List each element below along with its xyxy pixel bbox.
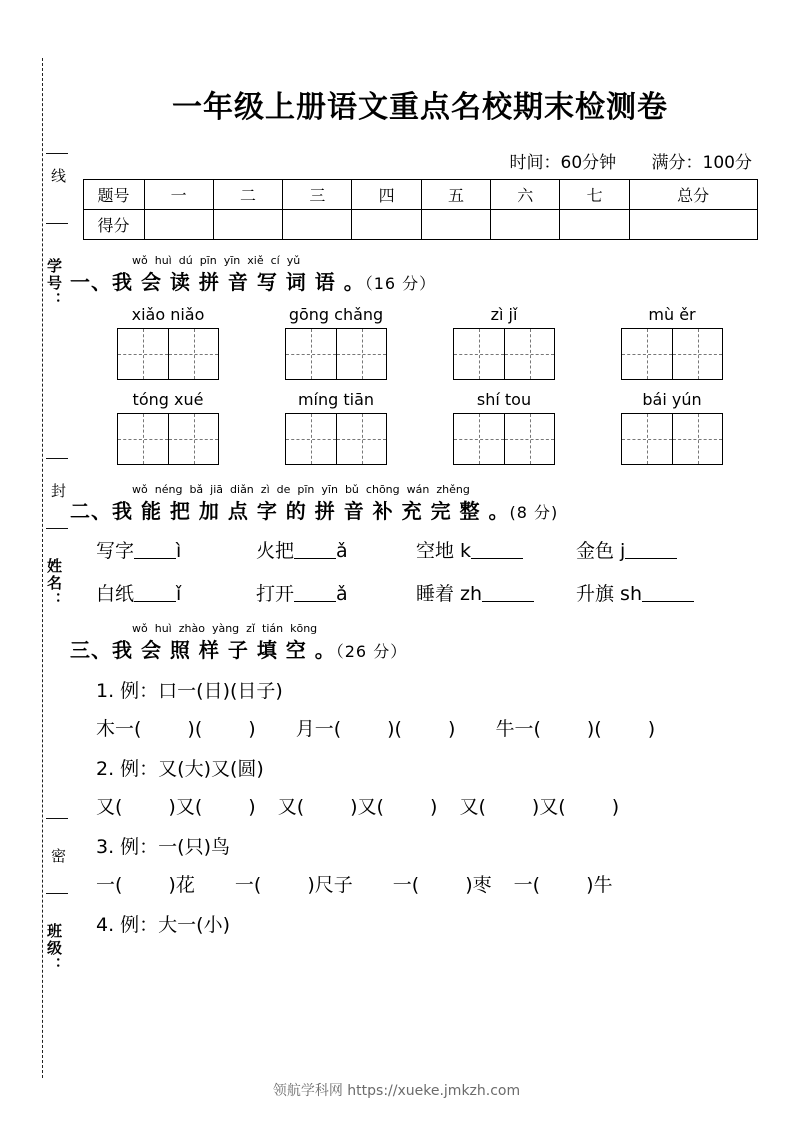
pinyin-syllable: pīn — [297, 483, 315, 496]
fill-item[interactable] — [416, 579, 576, 606]
exercise-item[interactable] — [514, 874, 613, 896]
side-divider — [46, 818, 68, 819]
item-lead: 牛一( — [495, 718, 541, 740]
fill-item[interactable] — [256, 536, 416, 563]
pinyin-syllable: kōng — [290, 622, 318, 635]
answer-blank[interactable] — [625, 541, 677, 559]
pinyin-syllable: cí — [270, 254, 280, 267]
side-divider — [46, 458, 68, 459]
exercise-item[interactable] — [296, 718, 456, 740]
item-lead: 一( — [392, 874, 420, 896]
fill-in-rows — [70, 536, 770, 606]
section-three-points: （26 分） — [335, 642, 408, 661]
word-item — [117, 305, 219, 380]
pinyin-syllable: dú — [178, 254, 193, 267]
word-pinyin: shí tou — [476, 390, 532, 409]
item-lead: 又( — [277, 796, 305, 818]
pinyin-syllable: pīn — [199, 254, 217, 267]
score-cell[interactable] — [491, 210, 560, 240]
exercise-items — [96, 792, 770, 819]
item-lead: 一( — [96, 874, 123, 896]
score-cell[interactable] — [352, 210, 421, 240]
score-cell[interactable] — [283, 210, 352, 240]
pinyin-syllable: wán — [406, 483, 430, 496]
footer-watermark: 领航学科网 https://xueke.jmkzh.com — [272, 1083, 521, 1099]
score-cell[interactable] — [421, 210, 490, 240]
side-label-name: 姓名： — [45, 558, 63, 609]
item-lead: 又( — [459, 796, 486, 818]
pinyin-syllable: huì — [154, 622, 172, 635]
score-table-col: 一 — [144, 180, 213, 210]
pinyin-syllable: chōng — [365, 483, 400, 496]
word-item — [621, 390, 723, 465]
section-one-points: （16 分） — [364, 274, 437, 293]
tianzige[interactable] — [285, 328, 387, 380]
score-table — [83, 179, 758, 240]
side-divider — [46, 153, 68, 154]
fill-suffix: ǎ — [336, 540, 348, 562]
score-cell[interactable] — [560, 210, 629, 240]
item-lead: 一( — [234, 874, 262, 896]
pinyin-syllable: diǎn — [230, 483, 254, 496]
exercise-item[interactable] — [495, 718, 655, 740]
fill-row — [96, 579, 770, 606]
word-grid-row-2 — [70, 390, 770, 465]
pinyin-syllable: bǔ — [344, 483, 359, 496]
score-table-col: 二 — [213, 180, 282, 210]
exercise-items — [96, 714, 770, 741]
section-one — [70, 254, 770, 465]
fill-prefix: 打开 — [256, 583, 295, 605]
score-table-col: 总分 — [629, 180, 757, 210]
fill-prefix: 金色 j — [576, 540, 626, 562]
section-three-title — [70, 634, 770, 663]
fill-prefix: 睡着 zh — [416, 583, 483, 605]
side-label-seal: 封 — [49, 483, 67, 498]
item-lead: 又( — [96, 796, 123, 818]
tianzige[interactable] — [621, 413, 723, 465]
fill-prefix: 火把 — [256, 540, 295, 562]
word-pinyin: tóng xué — [132, 390, 204, 409]
example-line: 4. 例：大一(小) — [96, 914, 230, 936]
fill-item[interactable] — [416, 536, 576, 563]
word-pinyin: zì jǐ — [490, 305, 518, 324]
exam-time: 时间：60分钟 — [509, 153, 617, 173]
pinyin-syllable: tián — [262, 622, 284, 635]
word-item — [285, 390, 387, 465]
tianzige[interactable] — [117, 328, 219, 380]
fill-prefix: 写字 — [96, 540, 135, 562]
fill-item[interactable] — [96, 579, 256, 606]
score-cell[interactable] — [144, 210, 213, 240]
section-one-text: 一、我 会 读 拼 音 写 词 语 。 — [70, 270, 365, 294]
word-item — [285, 305, 387, 380]
side-divider — [46, 893, 68, 894]
pinyin-syllable: néng — [154, 483, 183, 496]
exercise-items — [96, 870, 770, 897]
sidebar-labels — [20, 58, 67, 1078]
pinyin-syllable: jiā — [210, 483, 224, 496]
word-pinyin: gōng chǎng — [288, 305, 384, 324]
section-three — [70, 622, 770, 937]
item-end: ) — [611, 796, 620, 818]
exercise-item[interactable] — [96, 874, 195, 896]
pinyin-syllable: zì — [260, 483, 270, 496]
page-title: 一年级上册语文重点名校期末检测卷 — [172, 90, 668, 125]
pinyin-syllable: yàng — [211, 622, 240, 635]
answer-blank[interactable] — [134, 541, 176, 559]
exam-total: 满分：100分 — [651, 153, 752, 173]
example-line: 1. 例：口一(日)(日子) — [96, 680, 283, 702]
fill-suffix: ǎ — [336, 583, 348, 605]
pinyin-syllable: bǎ — [189, 483, 204, 496]
item-mid: )( — [586, 718, 602, 740]
exercise-item[interactable] — [96, 796, 256, 818]
item-lead: 月一( — [295, 718, 342, 740]
fill-prefix: 升旗 sh — [576, 583, 642, 605]
item-mid: )( — [387, 718, 402, 740]
word-item — [117, 390, 219, 465]
side-divider — [46, 528, 68, 529]
example-line: 2. 例：又(大)又(圆) — [96, 758, 264, 780]
word-item — [621, 305, 723, 380]
word-pinyin: mù ěr — [648, 305, 696, 324]
pinyin-syllable: zhào — [178, 622, 205, 635]
item-mid: )花 — [168, 874, 195, 896]
pinyin-syllable: wǒ — [132, 254, 148, 267]
answer-blank[interactable] — [294, 541, 336, 559]
pinyin-syllable: huì — [154, 254, 172, 267]
item-mid: )( — [187, 718, 203, 740]
pinyin-syllable: wǒ — [132, 483, 148, 496]
tianzige[interactable] — [117, 413, 219, 465]
side-label-line: 线 — [49, 168, 67, 183]
fill-item[interactable] — [256, 579, 416, 606]
item-end: ) — [647, 718, 656, 740]
answer-blank[interactable] — [134, 584, 176, 602]
section-two-text: 二、我 能 把 加 点 字 的 拼 音 补 充 完 整 。 — [70, 499, 510, 523]
side-divider — [46, 223, 68, 224]
table-row — [83, 180, 757, 210]
item-end: ) — [447, 718, 456, 740]
answer-blank[interactable] — [294, 584, 336, 602]
fill-suffix: ì — [176, 540, 182, 562]
exam-meta — [70, 148, 752, 173]
side-label-secret: 密 — [49, 848, 67, 863]
score-cell[interactable] — [213, 210, 282, 240]
fill-item[interactable] — [576, 579, 736, 606]
pinyin-syllable: yīn — [321, 483, 338, 496]
word-pinyin: bái yún — [642, 390, 702, 409]
exam-sheet — [70, 60, 770, 937]
item-end: ) — [248, 796, 256, 818]
table-row — [83, 210, 757, 240]
score-table-row-label: 得分 — [83, 210, 144, 240]
answer-blank[interactable] — [642, 584, 694, 602]
word-grid-row-1 — [70, 305, 770, 380]
exercise-item[interactable] — [278, 796, 438, 818]
item-end: ) — [429, 796, 438, 818]
pinyin-syllable: zhěng — [436, 483, 470, 496]
fill-item[interactable] — [96, 536, 256, 563]
fill-prefix: 空地 k — [416, 540, 472, 562]
section-one-title — [70, 266, 770, 295]
section-three-text: 三、我 会 照 样 子 填 空 。 — [70, 638, 336, 662]
score-table-col: 五 — [421, 180, 490, 210]
tianzige[interactable] — [621, 328, 723, 380]
item-mid: )枣 — [465, 874, 492, 896]
pinyin-syllable: yǔ — [286, 254, 301, 267]
fill-row — [96, 536, 770, 563]
exercise-item[interactable] — [393, 874, 492, 896]
item-mid: )尺子 — [307, 874, 353, 896]
answer-blank[interactable] — [471, 541, 523, 559]
exercise-item[interactable] — [96, 718, 256, 740]
score-table-col: 四 — [352, 180, 421, 210]
tianzige[interactable] — [453, 413, 555, 465]
exercise-item[interactable] — [235, 874, 353, 896]
tianzige[interactable] — [453, 328, 555, 380]
pinyin-syllable: de — [276, 483, 291, 496]
answer-blank[interactable] — [482, 584, 534, 602]
pinyin-syllable: yīn — [223, 254, 241, 267]
fill-item[interactable] — [576, 536, 736, 563]
score-table-col: 三 — [283, 180, 352, 210]
word-pinyin: xiǎo niǎo — [131, 305, 205, 324]
fill-prefix: 白纸 — [96, 583, 135, 605]
pinyin-syllable: zǐ — [246, 622, 256, 635]
score-table-col: 六 — [491, 180, 560, 210]
item-lead: 一( — [513, 874, 541, 896]
word-pinyin: míng tiān — [297, 390, 375, 409]
exercise-item[interactable] — [459, 796, 619, 818]
section-two — [70, 483, 770, 606]
side-label-class: 班级： — [45, 923, 63, 974]
item-lead: 木一( — [96, 718, 142, 740]
section-two-title — [70, 495, 770, 524]
word-item — [453, 390, 555, 465]
score-table-row-label: 题号 — [83, 180, 144, 210]
item-mid: )又( — [168, 796, 203, 818]
score-cell[interactable] — [629, 210, 757, 240]
item-mid: )又( — [531, 796, 566, 818]
item-mid: )牛 — [586, 874, 613, 896]
word-item — [453, 305, 555, 380]
fill-suffix: ǐ — [176, 583, 182, 605]
item-end: ) — [248, 718, 256, 740]
score-table-col: 七 — [560, 180, 629, 210]
pinyin-syllable: wǒ — [132, 622, 148, 635]
item-mid: )又( — [350, 796, 384, 818]
side-label-student-id: 学号： — [45, 258, 63, 309]
tianzige[interactable] — [285, 413, 387, 465]
section-two-points: (8 分) — [509, 503, 559, 522]
pinyin-syllable: xiě — [247, 254, 264, 267]
example-line: 3. 例：一(只)鸟 — [96, 836, 230, 858]
